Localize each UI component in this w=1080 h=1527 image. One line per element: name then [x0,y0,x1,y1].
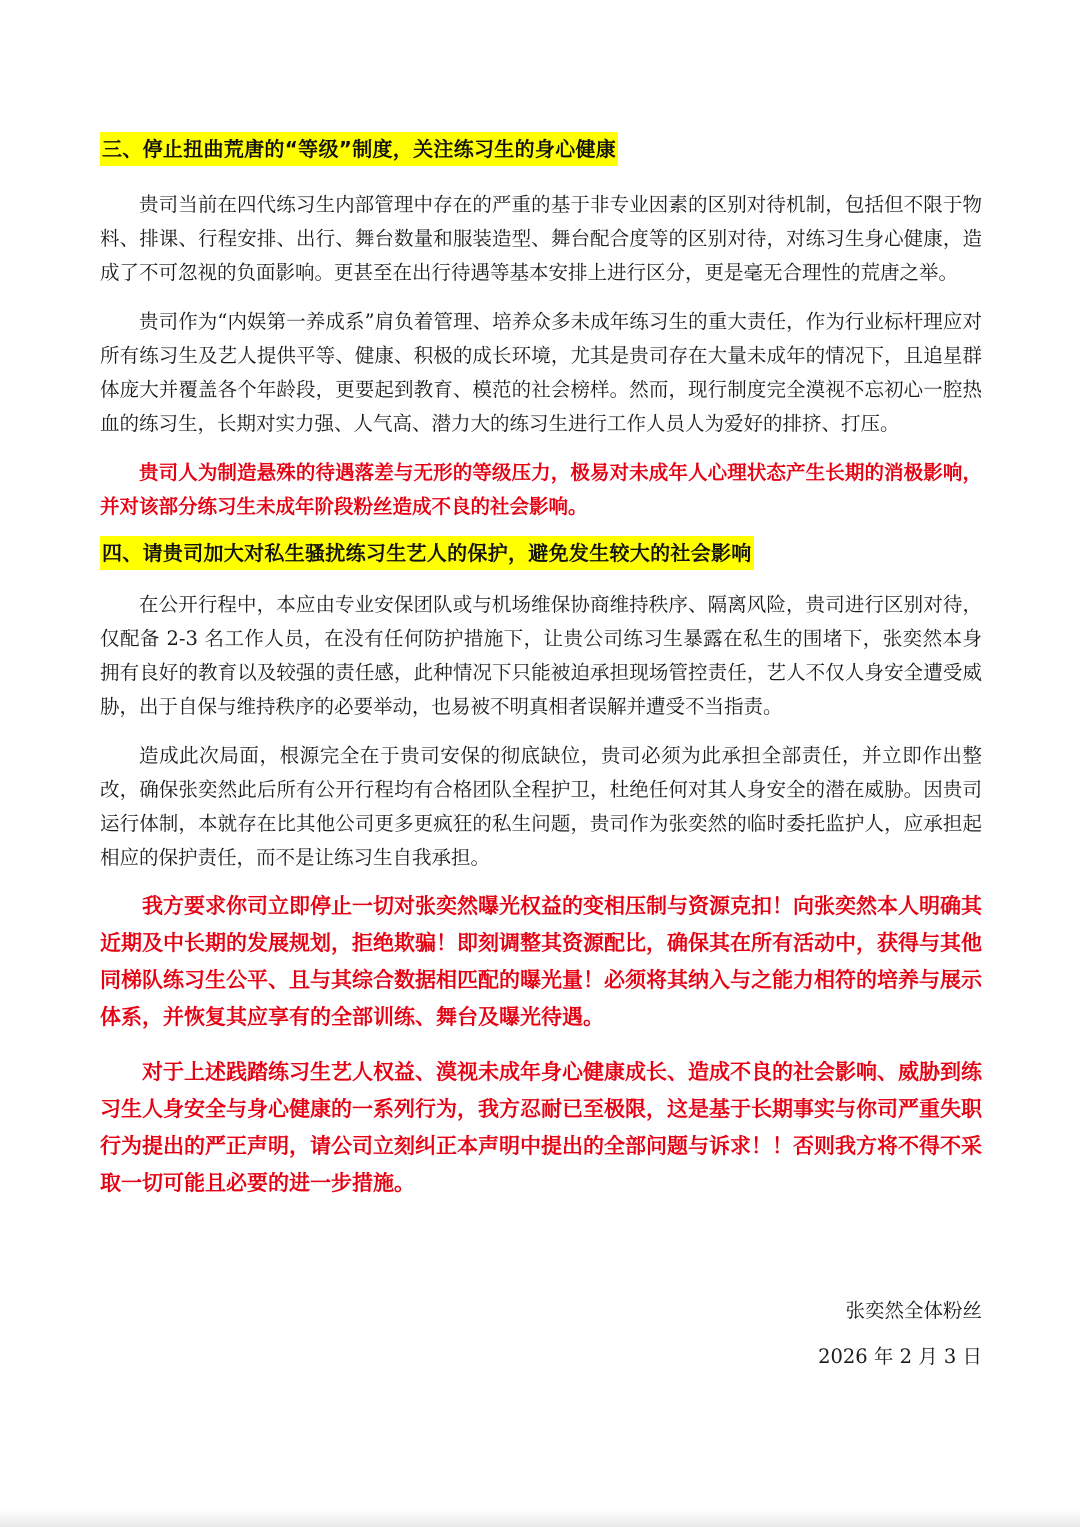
section-4-paragraph-1: 在公开行程中，本应由专业安保团队或与机场维保协商维持秩序、隔离风险，贵司进行区别对待，仅配备 2-3 名工作人员，在没有任何防护措施下，让贵公司练习生暴露在私生的围堵下，张奕然本身拥有良好的教育以及较强的责任感，此种情况下只能被迫承担现场管控责任，艺人不仅人身安全遭受威胁，出于自保与维持秩序的必要举动，也易被不明真相者误解并遭受不当指责。 [100,593,982,718]
demands-paragraph-1: 我方要求你司立即停止一切对张奕然曝光权益的变相压制与资源克扣！向张奕然本人明确其近期及中长期的发展规划，拒绝欺骗！即刻调整其资源配比，确保其在所有活动中，获得与其他同梯队练习生公平、且与其综合数据相匹配的曝光量！必须将其纳入与之能力相符的培养与展示体系，并恢复其应享有的全部训练、舞台及曝光待遇。 [100,893,982,1029]
demands-paragraph-2: 对于上述践踏练习生艺人权益、漠视未成年身心健康成长、造成不良的社会影响、威胁到练习生人身安全与身心健康的一系列行为，我方忍耐已至极限，这是基于长期事实与你司严重失职行为提出的严正声明，请公司立刻纠正本声明中提出的全部问题与诉求！！否则我方将不得不采取一切可能且必要的进一步措施。 [100,1059,982,1195]
signature-name: 张奕然全体粉丝 [845,1299,982,1322]
section-3-heading: 三、停止扭曲荒唐的“等级”制度，关注练习生的身心健康 [100,132,618,166]
scan-edge-shadow [0,1509,1080,1527]
section-4-heading: 四、请贵司加大对私生骚扰练习生艺人的保护，避免发生较大的社会影响 [100,536,754,570]
signature-date: 2026 年 2 月 3 日 [818,1345,982,1368]
section-4-paragraph-2: 造成此次局面，根源完全在于贵司安保的彻底缺位，贵司必须为此承担全部责任，并立即作出整改，确保张奕然此后所有公开行程均有合格团队全程护卫，杜绝任何对其人身安全的潜在威胁。因贵司运行体制，本就存在比其他公司更多更疯狂的私生问题，贵司作为张奕然的临时委托监护人，应承担起相应的保护责任，而不是让练习生自我承担。 [100,744,982,869]
section-3-red-paragraph: 贵司人为制造悬殊的待遇落差与无形的等级压力，极易对未成年人心理状态产生长期的消极影响，并对该部分练习生未成年阶段粉丝造成不良的社会影响。 [100,461,982,518]
statement-document [100,132,982,1201]
section-3-paragraph-1: 贵司当前在四代练习生内部管理中存在的严重的基于非专业因素的区别对待机制，包括但不限于物料、排课、行程安排、出行、舞台数量和服装造型、舞台配合度等的区别对待，对练习生身心健康，造成了不可忽视的负面影响。更甚至在出行待遇等基本安排上进行区分，更是毫无合理性的荒唐之举。 [100,193,982,284]
section-3-paragraph-2: 贵司作为“内娱第一养成系”肩负着管理、培养众多未成年练习生的重大责任，作为行业标杆理应对所有练习生及艺人提供平等、健康、积极的成长环境，尤其是贵司存在大量未成年的情况下，且追星群体庞大并覆盖各个年龄段，更要起到教育、模范的社会榜样。然而，现行制度完全漠视不忘初心一腔热血的练习生，长期对实力强、人气高、潜力大的练习生进行工作人员人为爱好的排挤、打压。 [100,310,982,435]
